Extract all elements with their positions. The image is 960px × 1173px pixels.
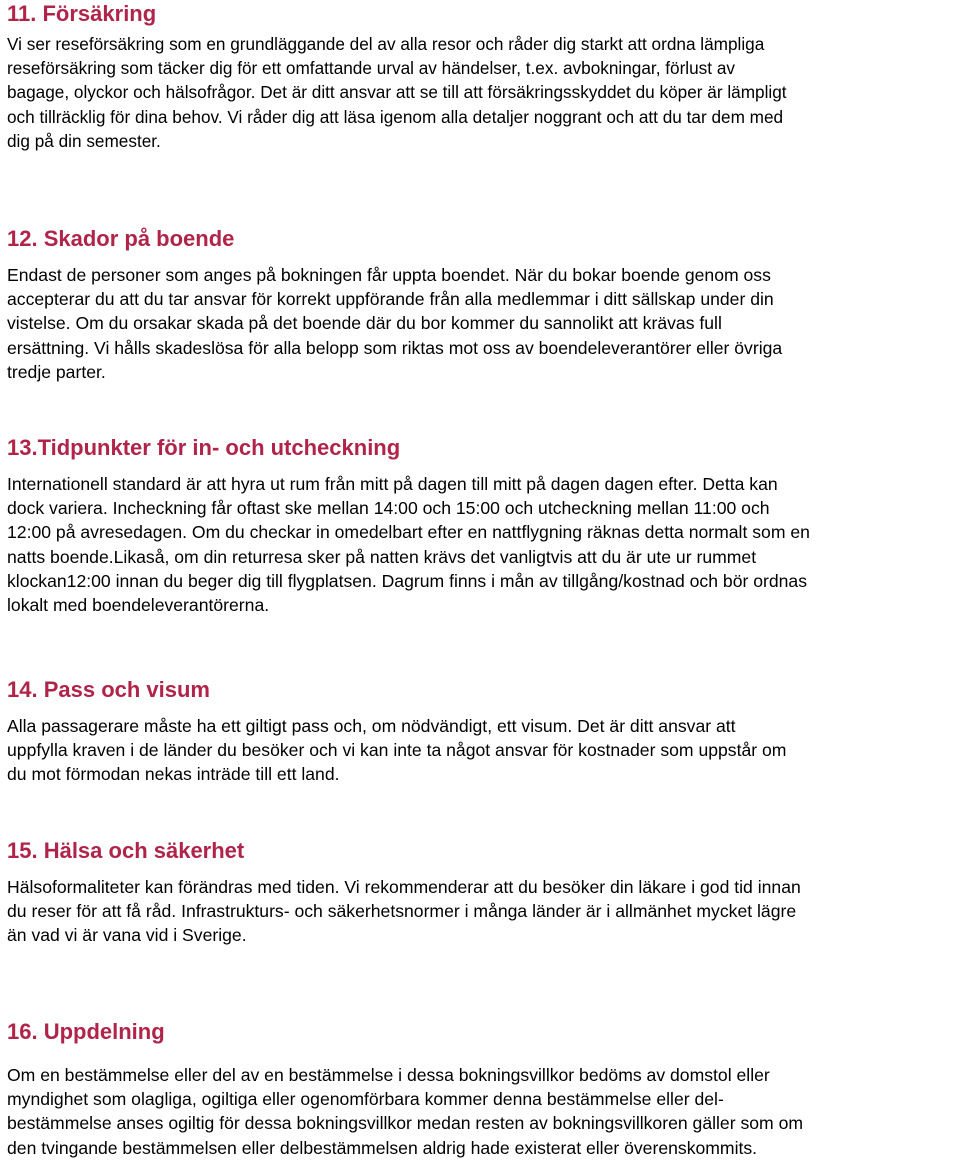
section-14-passport-visa	[7, 677, 957, 787]
body-line: du reser för att få råd. Infrastrukturs- och säkerhetsnormer i många länder är i allmänhet mycket lägre	[7, 901, 797, 922]
body-line: Endast de personer som anges på bokningen får uppta boendet. När du bokar boende genom oss	[7, 265, 771, 285]
body-line: Hälsoformaliteter kan förändras med tiden. Vi rekommenderar att du besöker din läkare i god tid innan	[7, 877, 801, 897]
body-line: bestämmelse anses ogiltig för dessa bokningsvillkor medan resten av bokningsvillkoren gäller som om	[7, 1113, 804, 1134]
section-body	[7, 472, 957, 617]
section-body	[7, 1063, 957, 1160]
body-line: bagage, olyckor och hälsofrågor. Det är ditt ansvar att se till att försäkringsskyddet du köper är lämpligt	[7, 82, 787, 103]
body-line: Internationell standard är att hyra ut rum från mitt på dagen till mitt på dagen dagen efter. Detta kan	[7, 474, 778, 494]
section-heading: 16. Uppdelning	[7, 1019, 165, 1044]
body-line: den tvingande bestämmelsen eller delbestämmelsen aldrig hade existerat eller överenskommits.	[7, 1137, 758, 1158]
section-heading: 11. Försäkring	[7, 1, 157, 26]
body-line: Om en bestämmelse eller del av en bestämmelse i dessa bokningsvillkor bedöms av domstol eller	[7, 1065, 770, 1085]
section-11-insurance	[7, 1, 957, 153]
section-body	[7, 32, 957, 153]
body-line: Vi ser reseförsäkring som en grundläggande del av alla resor och råder dig starkt att ordna lämpliga	[7, 34, 765, 54]
body-line: myndighet som olagliga, ogiltiga eller ogenomförbara kommer denna bestämmelse eller del-	[7, 1089, 724, 1110]
section-16-severability	[7, 1019, 957, 1160]
section-15-health-safety	[7, 838, 957, 948]
section-body	[7, 714, 957, 787]
section-heading: 15. Hälsa och säkerhet	[7, 838, 245, 863]
body-line: vistelse. Om du orsakar skada på det boende där du bor kommer du sannolikt att krävas full	[7, 313, 722, 334]
section-body	[7, 875, 957, 948]
section-body	[7, 263, 957, 384]
body-line: accepterar du att du tar ansvar för korrekt uppförande från alla medlemmar i ditt sällskap under din	[7, 289, 774, 310]
body-line: dock variera. Incheckning får oftast ske mellan 14:00 och 15:00 och utcheckning mellan 11:00 och	[7, 498, 770, 519]
body-line: 12:00 på avresedagen. Om du checkar in omedelbart efter en nattflygning räknas detta normalt som en	[7, 522, 810, 543]
section-12-accommodation-damage	[7, 226, 957, 384]
body-line: Alla passagerare måste ha ett giltigt pass och, om nödvändigt, ett visum. Det är ditt ansvar att	[7, 716, 736, 736]
body-line: natts boende.Likaså, om din returresa sker på natten krävs det vanligtvis att du är ute ur rummet	[7, 546, 757, 567]
body-line: reseförsäkring som täcker dig för ett omfattande urval av händelser, t.ex. avbokningar, förlust av	[7, 58, 735, 79]
section-13-check-in-times	[7, 435, 957, 617]
body-line: klockan12:00 innan du beger dig till flygplatsen. Dagrum finns i mån av tillgång/kostnad och bör ordnas	[7, 570, 808, 591]
body-line: ersättning. Vi hålls skadeslösa för alla belopp som riktas mot oss av boendeleverantörer eller övriga	[7, 337, 783, 358]
body-line: tredje parter.	[7, 361, 106, 382]
body-line: lokalt med boendeleverantörerna.	[7, 595, 270, 616]
section-heading: 14. Pass och visum	[7, 677, 210, 702]
section-heading: 13.Tidpunkter för in- och utcheckning	[7, 435, 401, 460]
body-line: du mot förmodan nekas inträde till ett land.	[7, 764, 340, 785]
body-line: än vad vi är vana vid i Sverige.	[7, 925, 247, 946]
body-line: dig på din semester.	[7, 130, 161, 151]
body-line: och tillräcklig för dina behov. Vi råder dig att läsa igenom alla detaljer noggrant och att du tar dem med	[7, 106, 784, 127]
body-line: uppfylla kraven i de länder du besöker och vi kan inte ta något ansvar för kostnader som uppstår om	[7, 740, 787, 761]
section-heading: 12. Skador på boende	[7, 226, 235, 251]
